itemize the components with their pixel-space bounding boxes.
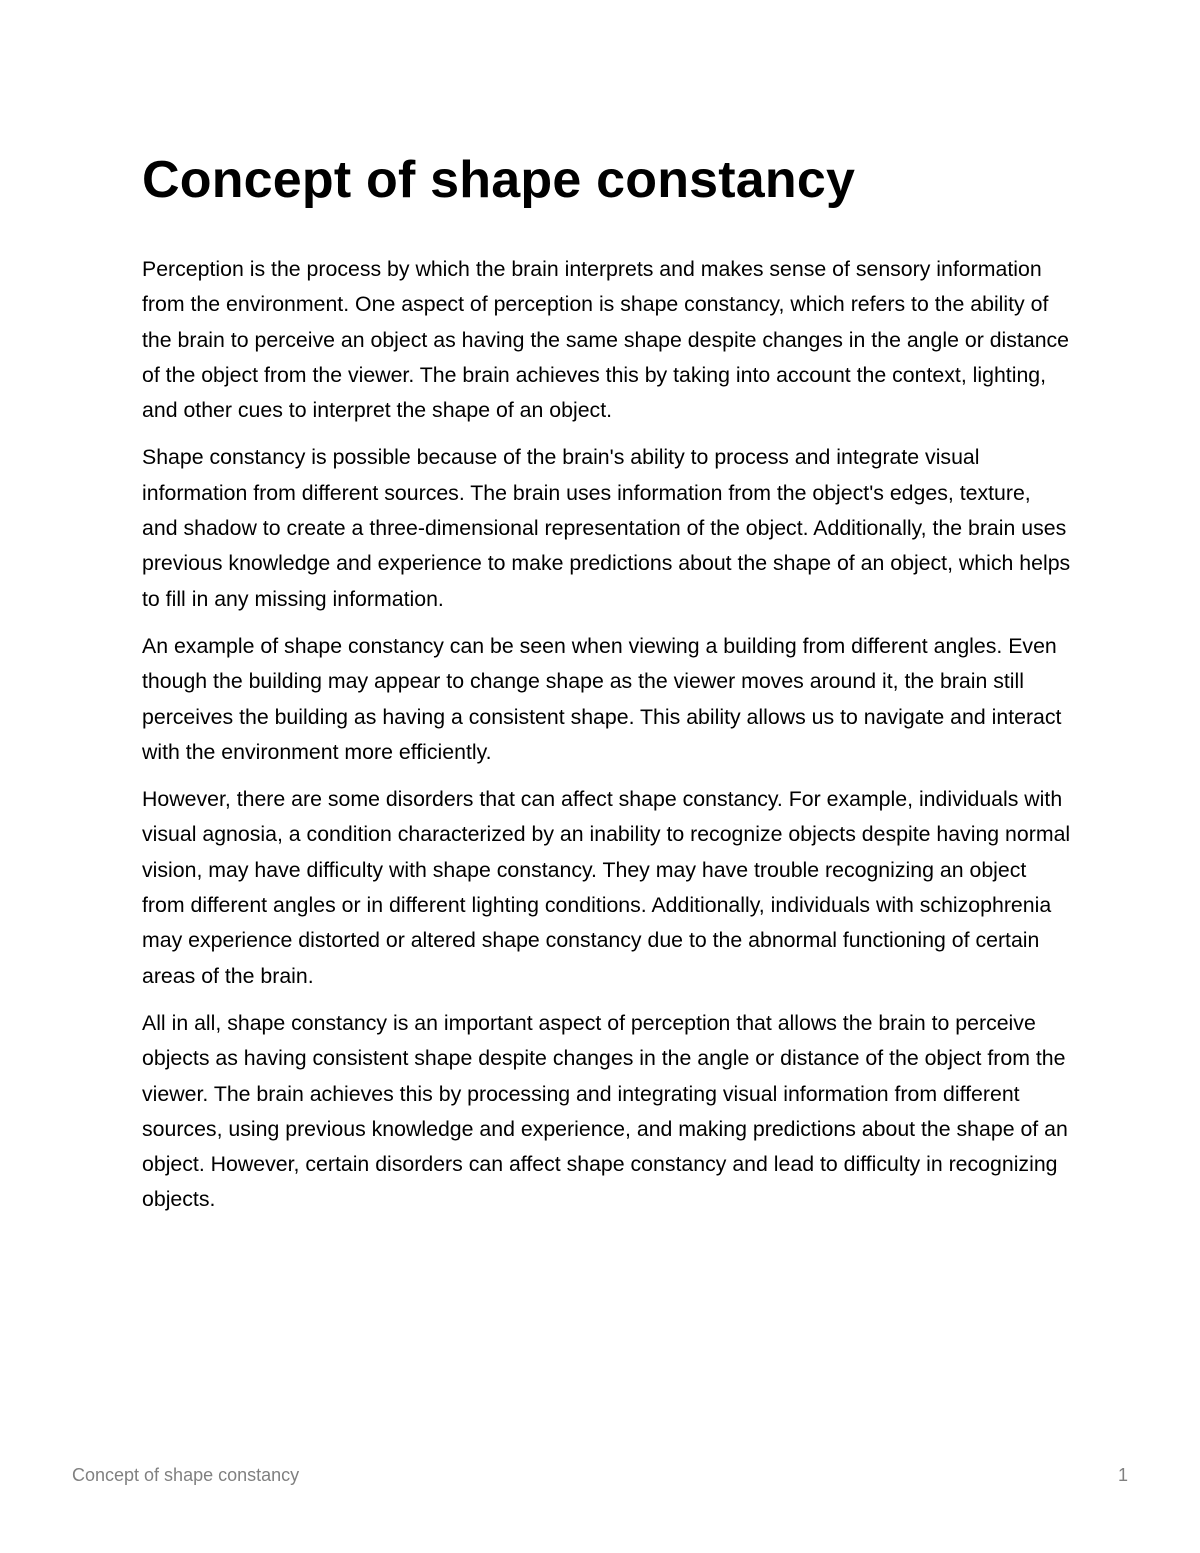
document-body — [142, 148, 1072, 1230]
paragraph-1: Perception is the process by which the brain interprets and makes sense of sensory information from the environment. One aspect of perception is shape constancy, which refers to the ability of the brain to perceive an object as having the same shape despite changes in the angle or distance of the object from the viewer. The brain achieves this by taking into account the context, lighting, and other cues to interpret the shape of an object. — [142, 257, 1070, 423]
paragraph-4: However, there are some disorders that can affect shape constancy. For example, individuals with visual agnosia, a condition characterized by an inability to recognize objects despite having normal vision, may have difficulty with shape constancy. They may have trouble recognizing an object from different angles or in different lighting conditions. Additionally, individuals with schizophrenia may experience distorted or altered shape constancy due to the abnormal functioning of certain areas of the brain. — [142, 787, 1071, 988]
footer-title: Concept of shape constancy — [72, 1465, 300, 1485]
paragraph-5: All in all, shape constancy is an important aspect of perception that allows the brain to perceive objects as having consistent shape despite changes in the angle or distance of the object from the viewer. The brain achieves this by processing and integrating visual information from different sources, using previous knowledge and experience, and making predictions about the shape of an object. However, certain disorders can affect shape constancy and lead to difficulty in recognizing objects. — [142, 1010, 1068, 1212]
page-number: 1 — [1117, 1465, 1128, 1485]
page-title: Concept of shape constancy — [142, 151, 856, 209]
page-footer — [72, 1465, 1128, 1491]
paragraph-3: An example of shape constancy can be seen when viewing a building from different angles. Even though the building may appear to change shape as the viewer moves around it, the brain still perceives the building as having a consistent shape. This ability allows us to navigate and interact with the environment more efficiently. — [142, 633, 1062, 764]
paragraph-2: Shape constancy is possible because of the brain's ability to process and integrate visual information from different sources. The brain uses information from the object's edges, texture, and shadow to create a three-dimensional representation of the object. Additionally, the brain uses previous knowledge and experience to make predictions about the shape of an object, which helps to fill in any missing information. — [142, 445, 1071, 611]
